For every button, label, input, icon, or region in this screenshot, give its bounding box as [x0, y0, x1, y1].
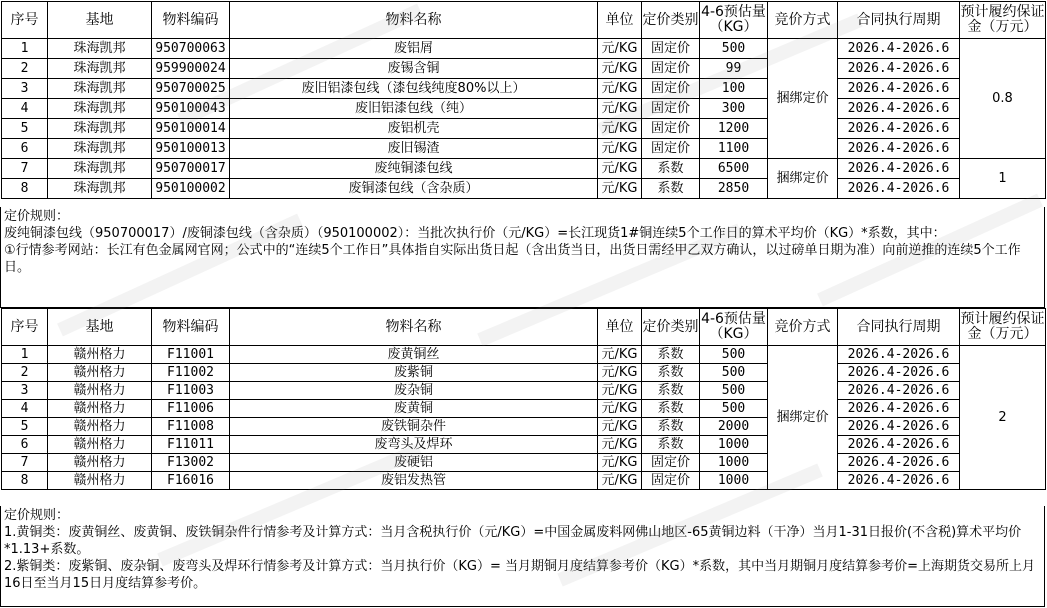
row-period: 2026.4-2026.6	[838, 99, 960, 119]
row-pricing-type: 系数	[642, 400, 700, 418]
row-period: 2026.4-2026.6	[838, 346, 960, 364]
row-pricing-type: 系数	[642, 436, 700, 454]
table-row	[2, 99, 1046, 119]
row-unit: 元/KG	[598, 346, 642, 364]
pricing-rules-ganzhou	[0, 506, 1045, 607]
row-base: 珠海凯邦	[48, 139, 152, 159]
header-code: 物料编码	[152, 2, 230, 39]
table-row	[2, 159, 1046, 179]
row-base: 赣州格力	[48, 454, 152, 472]
row-base: 赣州格力	[48, 346, 152, 364]
row-pricing-type: 固定价	[642, 99, 700, 119]
row-code: 950100014	[152, 119, 230, 139]
header-bid-method: 竞价方式	[768, 2, 838, 39]
row-code: F16016	[152, 472, 230, 490]
row-qty: 500	[700, 400, 768, 418]
table-row	[2, 472, 1046, 490]
row-period: 2026.4-2026.6	[838, 400, 960, 418]
row-unit: 元/KG	[598, 382, 642, 400]
table-row	[2, 346, 1046, 364]
row-index: 2	[2, 59, 48, 79]
row-index: 7	[2, 159, 48, 179]
row-period: 2026.4-2026.6	[838, 119, 960, 139]
row-name: 废锡含铜	[230, 59, 598, 79]
row-qty: 1200	[700, 119, 768, 139]
row-base: 珠海凯邦	[48, 39, 152, 59]
row-code: F11001	[152, 346, 230, 364]
header-base: 基地	[48, 2, 152, 39]
table-row	[2, 59, 1046, 79]
row-pricing-type: 固定价	[642, 454, 700, 472]
row-index: 1	[2, 39, 48, 59]
header-unit: 单位	[598, 309, 642, 346]
row-qty: 1100	[700, 139, 768, 159]
row-qty: 500	[700, 364, 768, 382]
row-pricing-type: 固定价	[642, 472, 700, 490]
row-pricing-type: 系数	[642, 382, 700, 400]
row-code: 950700063	[152, 39, 230, 59]
row-qty: 1000	[700, 436, 768, 454]
row-code: 950100002	[152, 179, 230, 199]
row-qty: 1000	[700, 472, 768, 490]
row-base: 珠海凯邦	[48, 119, 152, 139]
row-pricing-type: 系数	[642, 179, 700, 199]
row-period: 2026.4-2026.6	[838, 59, 960, 79]
row-name: 废铝机壳	[230, 119, 598, 139]
row-index: 8	[2, 472, 48, 490]
row-period: 2026.4-2026.6	[838, 79, 960, 99]
header-contract-period: 合同执行周期	[838, 2, 960, 39]
row-qty: 1000	[700, 454, 768, 472]
table-row	[2, 139, 1046, 159]
row-qty: 300	[700, 99, 768, 119]
row-qty: 500	[700, 39, 768, 59]
row-name: 废黄铜	[230, 400, 598, 418]
rules-line: 2.紫铜类：废紫铜、废杂铜、废弯头及焊环行情参考及计算方式：当月执行价（KG）= 当月期铜月度结算参考价（KG）*系数，其中当月期铜月度结算参考价=上海期货交易所上月16日至当月15日月度结算参考价。	[4, 559, 1036, 591]
row-base: 赣州格力	[48, 436, 152, 454]
row-pricing-type: 固定价	[642, 59, 700, 79]
row-base: 珠海凯邦	[48, 79, 152, 99]
rules-title: 定价规则：	[4, 508, 70, 523]
row-base: 赣州格力	[48, 472, 152, 490]
table-row	[2, 382, 1046, 400]
header-name: 物料名称	[230, 309, 598, 346]
table-row	[2, 364, 1046, 382]
row-code: F11011	[152, 436, 230, 454]
deposit-cell: 0.8	[960, 39, 1046, 159]
row-name: 废铜漆包线（含杂质）	[230, 179, 598, 199]
header-estimated-qty: 4-6预估量（KG）	[700, 2, 768, 39]
row-unit: 元/KG	[598, 436, 642, 454]
row-index: 1	[2, 346, 48, 364]
row-index: 3	[2, 79, 48, 99]
row-index: 6	[2, 436, 48, 454]
row-code: F11006	[152, 400, 230, 418]
row-name: 废铝发热管	[230, 472, 598, 490]
row-period: 2026.4-2026.6	[838, 364, 960, 382]
row-unit: 元/KG	[598, 454, 642, 472]
row-qty: 99	[700, 59, 768, 79]
row-index: 4	[2, 400, 48, 418]
pricing-rules-zhuhai	[0, 207, 1045, 308]
row-base: 赣州格力	[48, 400, 152, 418]
row-unit: 元/KG	[598, 364, 642, 382]
table-row	[2, 39, 1046, 59]
header-estimated-qty: 4-6预估量（KG）	[700, 309, 768, 346]
row-name: 废黄铜丝	[230, 346, 598, 364]
row-pricing-type: 固定价	[642, 79, 700, 99]
rules-line: 1.黄铜类：废黄铜丝、废黄铜、废铁铜杂件行情参考及计算方式：当月含税执行价（元/KG）=中国金属废料网佛山地区-65黄铜边料（干净）当月1-31日报价(不含税)算术平均价*1.13+系数。	[4, 525, 1022, 557]
table-row	[2, 179, 1046, 199]
row-base: 赣州格力	[48, 364, 152, 382]
header-deposit: 预计履约保证金（万元）	[960, 309, 1046, 346]
row-code: 959900024	[152, 59, 230, 79]
row-period: 2026.4-2026.6	[838, 179, 960, 199]
header-base: 基地	[48, 309, 152, 346]
row-pricing-type: 系数	[642, 159, 700, 179]
row-unit: 元/KG	[598, 139, 642, 159]
row-code: F13002	[152, 454, 230, 472]
row-name: 废铝屑	[230, 39, 598, 59]
row-name: 废紫铜	[230, 364, 598, 382]
row-code: 950100013	[152, 139, 230, 159]
row-pricing-type: 固定价	[642, 39, 700, 59]
row-unit: 元/KG	[598, 159, 642, 179]
row-unit: 元/KG	[598, 79, 642, 99]
bid-method-cell: 捆绑定价	[768, 159, 838, 199]
row-code: 950700025	[152, 79, 230, 99]
row-period: 2026.4-2026.6	[838, 159, 960, 179]
header-pricing-type: 定价类别	[642, 309, 700, 346]
row-period: 2026.4-2026.6	[838, 382, 960, 400]
bid-method-cell: 捆绑定价	[768, 346, 838, 490]
table-row	[2, 436, 1046, 454]
table-row	[2, 79, 1046, 99]
row-name: 废旧锡渣	[230, 139, 598, 159]
row-unit: 元/KG	[598, 400, 642, 418]
row-unit: 元/KG	[598, 39, 642, 59]
row-qty: 500	[700, 346, 768, 364]
row-index: 4	[2, 99, 48, 119]
row-code: F11003	[152, 382, 230, 400]
row-index: 5	[2, 119, 48, 139]
row-qty: 2850	[700, 179, 768, 199]
row-base: 珠海凯邦	[48, 99, 152, 119]
row-qty: 500	[700, 382, 768, 400]
row-period: 2026.4-2026.6	[838, 418, 960, 436]
row-pricing-type: 系数	[642, 418, 700, 436]
row-base: 赣州格力	[48, 418, 152, 436]
row-pricing-type: 固定价	[642, 119, 700, 139]
row-base: 珠海凯邦	[48, 159, 152, 179]
material-table-ganzhou	[1, 308, 1046, 490]
row-unit: 元/KG	[598, 119, 642, 139]
row-name: 废弯头及焊环	[230, 436, 598, 454]
row-code: F11002	[152, 364, 230, 382]
header-contract-period: 合同执行周期	[838, 309, 960, 346]
row-base: 珠海凯邦	[48, 179, 152, 199]
deposit-cell: 2	[960, 346, 1046, 490]
row-base: 珠海凯邦	[48, 59, 152, 79]
row-period: 2026.4-2026.6	[838, 39, 960, 59]
row-index: 8	[2, 179, 48, 199]
table-row	[2, 400, 1046, 418]
row-period: 2026.4-2026.6	[838, 454, 960, 472]
table-row	[2, 454, 1046, 472]
row-base: 赣州格力	[48, 382, 152, 400]
header-index: 序号	[2, 309, 48, 346]
rules-line: 废纯铜漆包线（950700017）/废铜漆包线（含杂质）（950100002）：当批次执行价（元/KG）=长江现货1#铜连续5个工作日的算术平均价（KG）*系数，其中：	[4, 226, 946, 241]
table-row	[2, 418, 1046, 436]
row-index: 5	[2, 418, 48, 436]
header-pricing-type: 定价类别	[642, 2, 700, 39]
row-index: 7	[2, 454, 48, 472]
table-header-row	[2, 309, 1046, 346]
rules-title: 定价规则：	[4, 209, 70, 224]
row-code: F11008	[152, 418, 230, 436]
row-pricing-type: 系数	[642, 364, 700, 382]
row-period: 2026.4-2026.6	[838, 436, 960, 454]
row-index: 3	[2, 382, 48, 400]
header-name: 物料名称	[230, 2, 598, 39]
deposit-cell: 1	[960, 159, 1046, 199]
row-name: 废杂铜	[230, 382, 598, 400]
row-name: 废旧铝漆包线（漆包线纯度80%以上）	[230, 79, 598, 99]
row-unit: 元/KG	[598, 99, 642, 119]
row-index: 2	[2, 364, 48, 382]
row-period: 2026.4-2026.6	[838, 139, 960, 159]
row-unit: 元/KG	[598, 418, 642, 436]
row-name: 废旧铝漆包线（纯）	[230, 99, 598, 119]
bid-method-cell: 捆绑定价	[768, 39, 838, 159]
row-code: 950700017	[152, 159, 230, 179]
row-qty: 2000	[700, 418, 768, 436]
row-name: 废铁铜杂件	[230, 418, 598, 436]
header-index: 序号	[2, 2, 48, 39]
row-code: 950100043	[152, 99, 230, 119]
header-deposit: 预计履约保证金（万元）	[960, 2, 1046, 39]
row-unit: 元/KG	[598, 179, 642, 199]
row-name: 废纯铜漆包线	[230, 159, 598, 179]
row-unit: 元/KG	[598, 59, 642, 79]
row-qty: 6500	[700, 159, 768, 179]
table-row	[2, 119, 1046, 139]
row-pricing-type: 固定价	[642, 139, 700, 159]
row-period: 2026.4-2026.6	[838, 472, 960, 490]
row-unit: 元/KG	[598, 472, 642, 490]
row-qty: 100	[700, 79, 768, 99]
row-name: 废硬铝	[230, 454, 598, 472]
header-bid-method: 竞价方式	[768, 309, 838, 346]
header-unit: 单位	[598, 2, 642, 39]
material-table-zhuhai	[1, 1, 1046, 199]
row-pricing-type: 系数	[642, 346, 700, 364]
header-code: 物料编码	[152, 309, 230, 346]
rules-line: ①行情参考网站：长江有色金属网官网；公式中的“连续5个工作日”具体指自实际出货日起（含出货当日，出货日需经甲乙双方确认，以过磅单日期为准）向前逆推的连续5个工作日。	[4, 243, 1021, 275]
table-header-row	[2, 2, 1046, 39]
row-index: 6	[2, 139, 48, 159]
